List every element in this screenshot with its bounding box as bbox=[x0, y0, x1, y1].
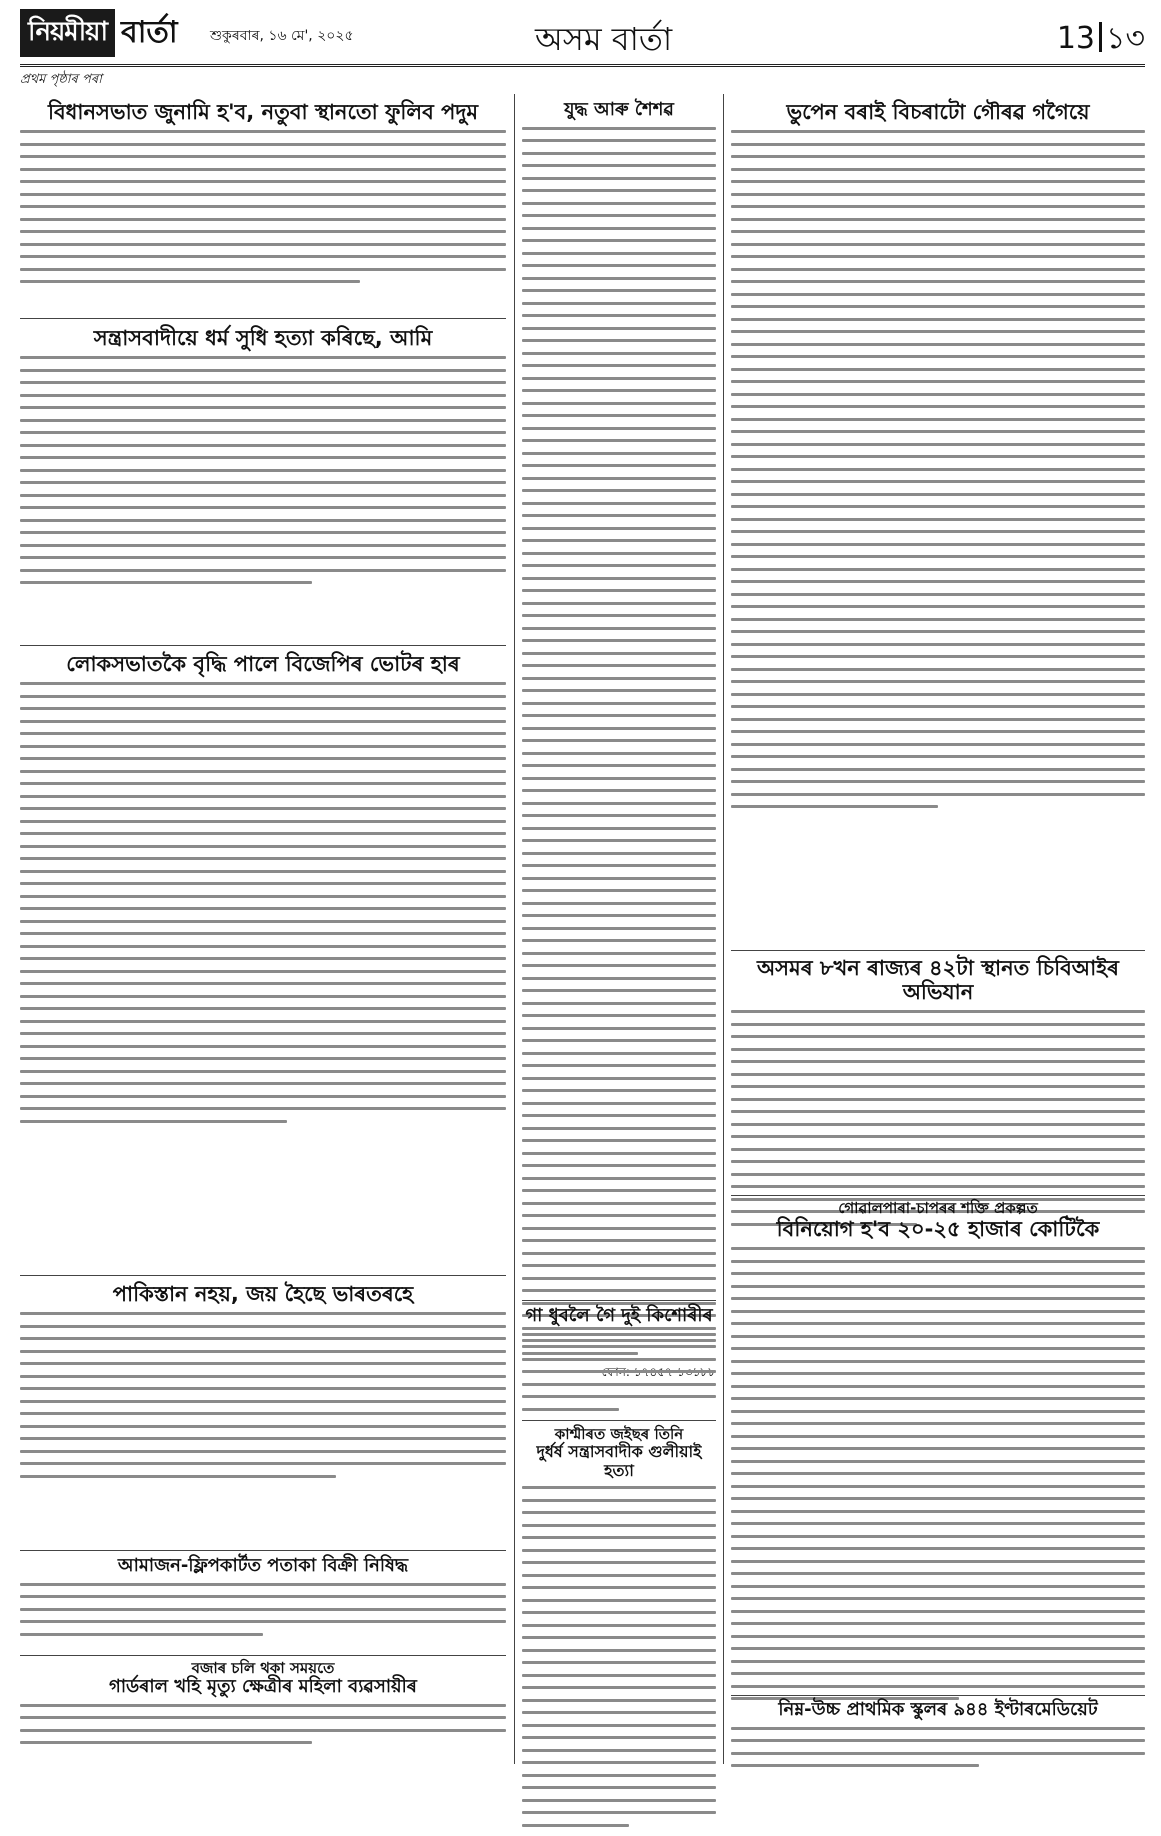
article-flag-sale-ban bbox=[20, 1556, 506, 1645]
article-headline: গাৰ্ডৰাল খহি মৃত্যু ক্ষেত্ৰীৰ মহিলা ব্যৱসায়ীৰ bbox=[109, 1676, 417, 1698]
article-headline: পাকিস্তান নহয়, জয় হৈছে ভাৰতৰহে bbox=[112, 1282, 414, 1306]
article-body bbox=[731, 1727, 1145, 1768]
article-headline: অসমৰ ৮খন ৰাজ্যৰ ৪২টা স্থানত চিবিআইৰ অভিযান bbox=[756, 956, 1120, 1005]
article-body bbox=[731, 1010, 1145, 1226]
article-headline: নিম্ন-উচ্চ প্ৰাথমিক স্কুলৰ ৯৪৪ ইণ্টাৰমেডিয়েট bbox=[778, 1699, 1098, 1720]
article-body bbox=[731, 1247, 1145, 1700]
article-headline: যুদ্ধ আৰু শৈশৱ bbox=[564, 99, 674, 120]
article-power-project bbox=[731, 1200, 1145, 1710]
article-headline: আমাজন-ফ্লিপকাৰ্টত পতাকা বিক্ৰী নিষিদ্ধ bbox=[117, 1555, 409, 1576]
article-headline: সন্ত্ৰাসবাদীয়ে ধৰ্ম সুধি হত্যা কৰিছে, আমি bbox=[93, 326, 433, 350]
continued-from-front: প্ৰথম পৃষ্ঠাৰ পৰা bbox=[20, 72, 102, 87]
article-headline: ভুপেন বৰাই বিচৰাটো গৌৰৱ গগৈয়ে bbox=[786, 100, 1090, 124]
article-kicker: বজাৰ চলি থকা সময়তে bbox=[191, 1659, 335, 1677]
article-kashmir-militants bbox=[522, 1426, 716, 1836]
column-divider bbox=[514, 94, 515, 1764]
newspaper-logo bbox=[20, 12, 178, 54]
article-body bbox=[20, 130, 506, 283]
article-body bbox=[20, 1583, 506, 1636]
article-headline: গা ধুবলৈ গৈ দুই কিশোৰীৰ bbox=[525, 1305, 713, 1326]
logo-part2: বাৰ্তা bbox=[121, 14, 178, 50]
article-body bbox=[731, 130, 1145, 808]
article-divider bbox=[731, 1695, 1145, 1696]
article-body bbox=[522, 127, 716, 1355]
article-bhupen-gaurav bbox=[731, 100, 1145, 818]
article-body bbox=[522, 1486, 716, 1827]
article-divider bbox=[20, 1275, 506, 1276]
page-number-latin: 13 bbox=[1056, 21, 1096, 56]
article-headline: দুৰ্ধৰ্ষ সন্ত্ৰাসবাদীক গুলীয়াই হত্যা bbox=[536, 1442, 702, 1480]
article-school-intermediate bbox=[731, 1700, 1145, 1777]
page-number-divider bbox=[1099, 22, 1102, 52]
article-divider bbox=[522, 1420, 716, 1421]
masthead bbox=[20, 8, 1145, 67]
article-divider bbox=[522, 1300, 716, 1301]
page-number bbox=[1057, 14, 1145, 65]
article-headline: বিনিয়োগ হ'ব ২০-২৫ হাজাৰ কোটিকৈ bbox=[776, 1217, 1100, 1242]
article-divider bbox=[20, 1550, 506, 1551]
logo-part1: নিয়মীয়া bbox=[20, 9, 115, 57]
column-divider bbox=[723, 94, 724, 1764]
page-number-local: ১৩ bbox=[1106, 21, 1145, 56]
article-body bbox=[20, 1312, 506, 1478]
article-terror-religion bbox=[20, 326, 506, 594]
article-cbi-raids bbox=[731, 956, 1145, 1235]
article-jnamdhanaasaba bbox=[20, 100, 506, 293]
article-kicker: কাশ্মীৰত জইছৰ তিনি bbox=[554, 1425, 684, 1443]
article-guardrail-death bbox=[20, 1660, 506, 1754]
section-title: অসম বাৰ্তা bbox=[535, 20, 673, 58]
article-headline: লোকসভাতকৈ বৃদ্ধি পালে বিজেপিৰ ভোটৰ হাৰ bbox=[66, 652, 460, 676]
article-divider bbox=[731, 950, 1145, 951]
article-girls-drowned bbox=[522, 1306, 716, 1420]
article-kicker: গোৱালপাৰা-চাপৰৰ শক্তি প্ৰকল্পত bbox=[838, 1199, 1038, 1217]
article-body bbox=[20, 1704, 506, 1745]
article-body bbox=[20, 682, 506, 1123]
article-headline: বিধানসভাত জুনামি হ'ব, নতুবা স্থানতো ফুলিব পদুম bbox=[47, 100, 479, 124]
issue-date: শুকুৰবাৰ, ১৬ মে', ২০২৫ bbox=[210, 28, 354, 44]
article-bjp-vote-share bbox=[20, 652, 506, 1132]
article-body bbox=[522, 1333, 716, 1411]
article-divider bbox=[20, 645, 506, 646]
article-body bbox=[20, 356, 506, 584]
article-divider bbox=[20, 1655, 506, 1656]
article-war-childhood bbox=[522, 100, 716, 1384]
article-pakistan-india bbox=[20, 1282, 506, 1487]
article-divider bbox=[20, 318, 506, 319]
article-divider bbox=[731, 1195, 1145, 1196]
